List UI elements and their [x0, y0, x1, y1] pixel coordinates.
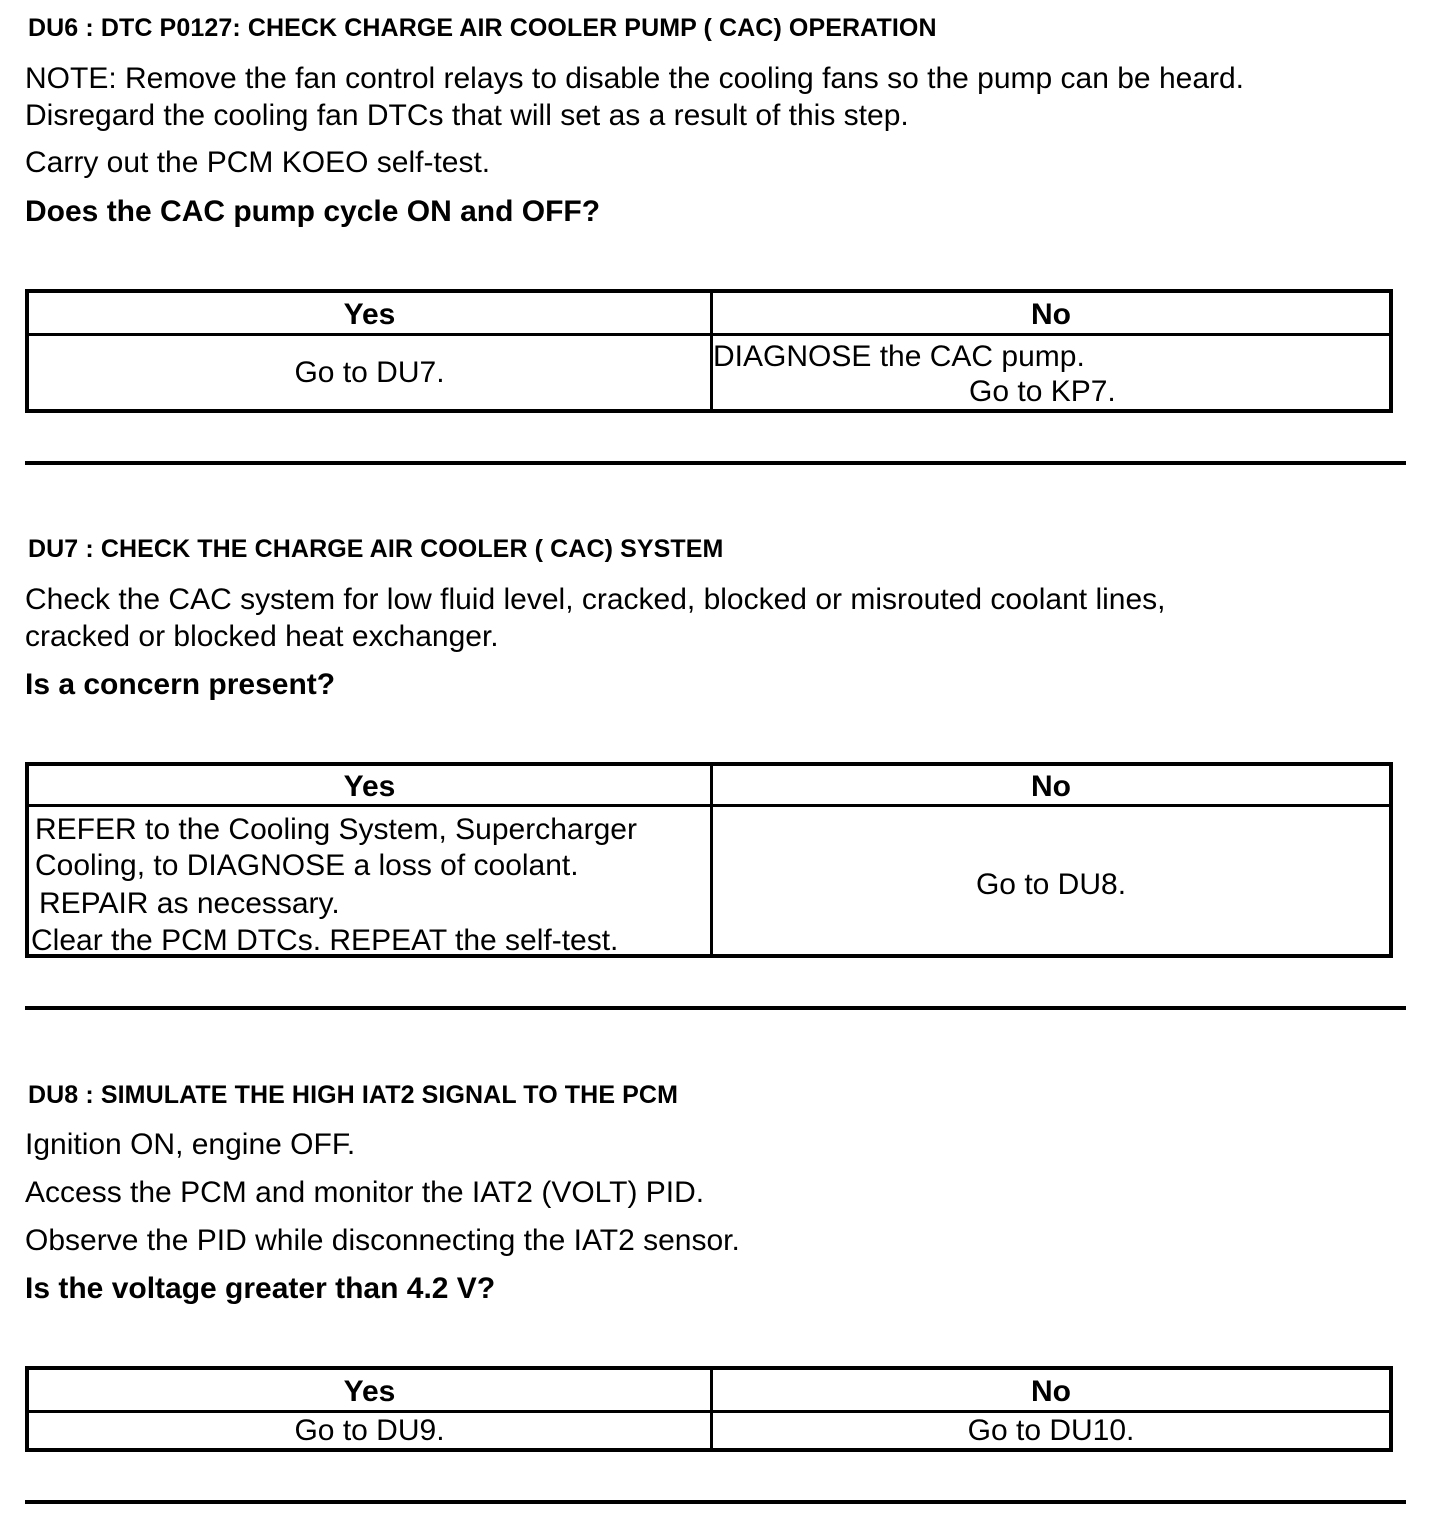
du8-heading: DU8 : SIMULATE THE HIGH IAT2 SIGNAL TO THE PCM	[28, 1081, 678, 1109]
du8-no-header: No	[1031, 1375, 1071, 1408]
du8-result-table	[25, 1366, 1393, 1452]
du7-yes-action-line-4: Clear the PCM DTCs. REPEAT the self-test.	[31, 924, 619, 957]
du8-section-divider	[25, 1500, 1406, 1504]
du7-yes-action-line-3: REPAIR as necessary.	[39, 887, 340, 920]
du6-note-line-2: Disregard the cooling fan DTCs that will set as a result of this step.	[25, 99, 909, 132]
du8-yes-header: Yes	[343, 1375, 396, 1408]
du6-yes-action: Go to DU7.	[294, 356, 445, 389]
du7-instruction-line-1: Check the CAC system for low fluid level, cracked, blocked or misrouted coolant lines,	[25, 583, 1166, 616]
du8-instruction-line-1: Ignition ON, engine OFF.	[25, 1128, 356, 1161]
du7-heading: DU7 : CHECK THE CHARGE AIR COOLER ( CAC) SYSTEM	[28, 535, 724, 563]
du8-instruction-line-3: Observe the PID while disconnecting the IAT2 sensor.	[25, 1224, 740, 1257]
du6-no-action-line-2: Go to KP7.	[969, 375, 1116, 408]
du8-question: Is the voltage greater than 4.2 V?	[25, 1272, 496, 1305]
du8-no-action: Go to DU10.	[967, 1414, 1135, 1447]
du7-no-action: Go to DU8.	[975, 868, 1127, 901]
du7-no-header: No	[1031, 770, 1071, 803]
du8-yes-action: Go to DU9.	[294, 1414, 445, 1447]
du6-section-divider	[25, 461, 1406, 465]
du7-section-divider	[25, 1006, 1406, 1010]
du8-instruction-line-2: Access the PCM and monitor the IAT2 (VOLT) PID.	[25, 1176, 705, 1209]
du6-question: Does the CAC pump cycle ON and OFF?	[25, 195, 601, 228]
du7-yes-action-line-2: Cooling, to DIAGNOSE a loss of coolant.	[35, 849, 579, 882]
du6-no-header: No	[1031, 298, 1071, 331]
du7-instruction-line-2: cracked or blocked heat exchanger.	[25, 620, 499, 653]
du6-note-line-1: NOTE: Remove the fan control relays to disable the cooling fans so the pump can be heard.	[25, 62, 1245, 95]
du6-heading: DU6 : DTC P0127: CHECK CHARGE AIR COOLER PUMP ( CAC) OPERATION	[28, 14, 937, 42]
du6-result-table	[25, 289, 1393, 413]
du7-result-table	[25, 762, 1393, 958]
du7-yes-action-line-1: REFER to the Cooling System, Supercharger	[35, 813, 637, 846]
du6-yes-header: Yes	[343, 298, 396, 331]
du6-instruction: Carry out the PCM KOEO self-test.	[25, 146, 491, 179]
du7-yes-header: Yes	[343, 770, 396, 803]
du6-no-action-line-1: DIAGNOSE the CAC pump.	[713, 340, 1085, 373]
du7-question: Is a concern present?	[25, 668, 336, 701]
